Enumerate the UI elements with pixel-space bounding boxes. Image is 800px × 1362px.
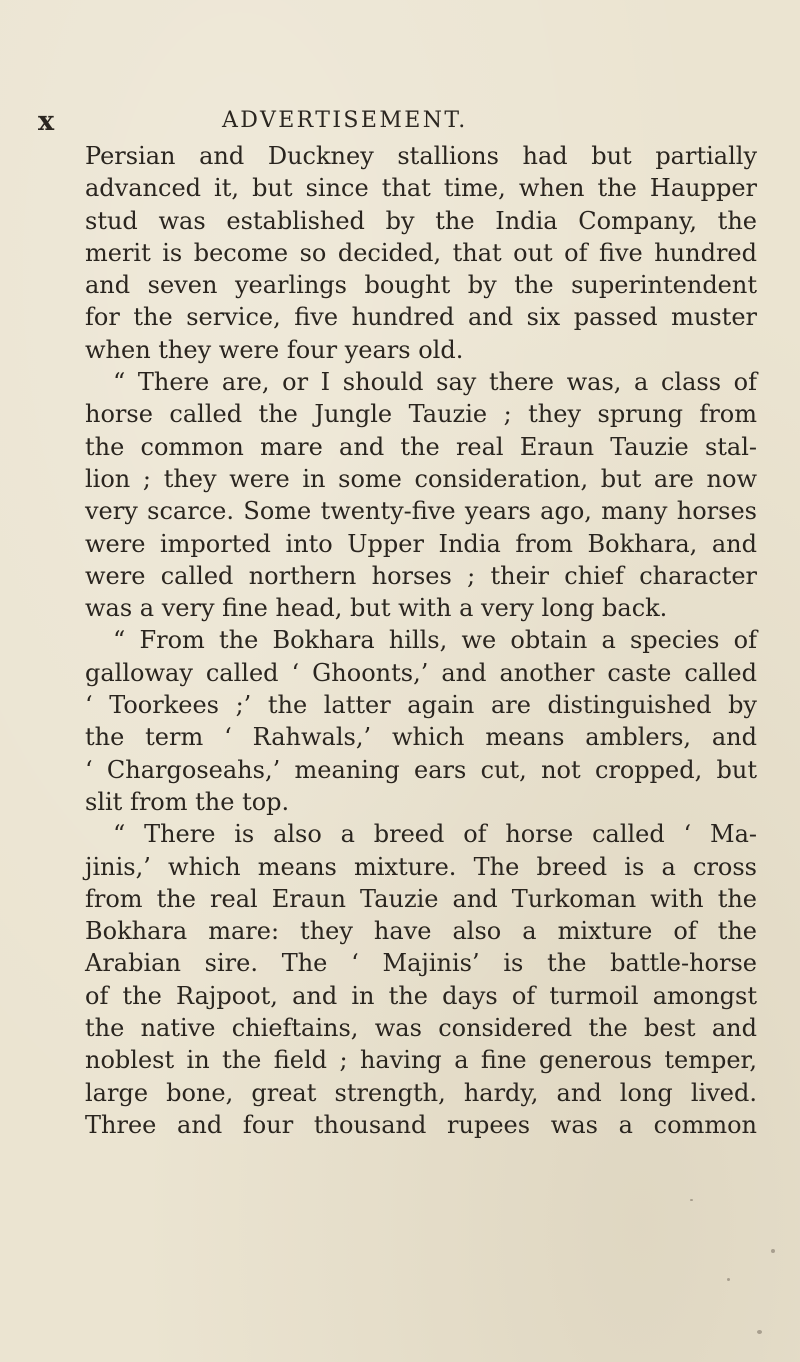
text-line: very scarce. Some twenty-five years ago, many horses [85,497,757,526]
paper-speck [690,1199,693,1201]
paper-speck [771,1249,775,1253]
text-line: Bokhara mare: they have also a mixture of the [85,917,757,946]
text-line: and seven yearlings bought by the superintendent [85,271,757,300]
text-line: slit from the top. [85,787,290,816]
text-line: from the real Eraun Tauzie and Turkoman with the [85,884,757,913]
page-header [0,106,800,140]
text-line: large bone, great strength, hardy, and long lived. [85,1078,757,1107]
text-line: galloway called ‘ Ghoonts,’ and another caste called [85,658,757,687]
text-line: stud was established by the India Company, the [85,206,757,235]
text-line: advanced it, but since that time, when the Haupper [85,174,757,203]
text-line: Three and four thousand rupees was a common [85,1110,757,1139]
text-line: Persian and Duckney stallions had but partially [85,142,757,170]
text-line: merit is become so decided, that out of five hundred [85,238,757,267]
page-number: x [38,106,56,137]
text-line: noblest in the field ; having a fine generous temper, [85,1046,757,1075]
paper-speck [757,1330,762,1334]
text-line: was a very fine head, but with a very long back. [85,594,668,623]
text-line: the native chieftains, was considered the best and [85,1014,757,1043]
text-line: the term ‘ Rahwals,’ which means amblers, and [85,723,757,752]
text-line: the common mare and the real Eraun Tauzie stal- [85,432,757,461]
text-line: lion ; they were in some consideration, but are now [85,464,757,493]
text-line: Arabian sire. The ‘ Majinis’ is the battle-horse [85,949,757,978]
running-head: ADVERTISEMENT. [222,108,468,133]
text-line: of the Rajpoot, and in the days of turmoil amongst [85,981,757,1010]
paragraph-start-line: “ There are, or I should say there was, a class of [113,368,757,397]
text-line: when they were four years old. [85,335,464,364]
text-line: ‘ Toorkees ;’ the latter again are distinguished by [85,691,757,720]
paragraph-start-line: “ There is also a breed of horse called ‘ Ma- [113,820,757,849]
body-text [85,140,757,1141]
text-line: ‘ Chargoseahs,’ meaning ears cut, not cropped, but [85,755,757,784]
paper-speck [727,1278,730,1281]
text-line: were imported into Upper India from Bokhara, and [85,529,757,558]
text-line: for the service, five hundred and six passed muster [85,303,757,332]
text-line: jinis,’ which means mixture. The breed is a cross [85,852,757,881]
paragraph-start-line: “ From the Bokhara hills, we obtain a species of [113,626,757,655]
text-line: were called northern horses ; their chief character [85,561,757,590]
text-line: horse called the Jungle Tauzie ; they sprung from [85,400,757,429]
